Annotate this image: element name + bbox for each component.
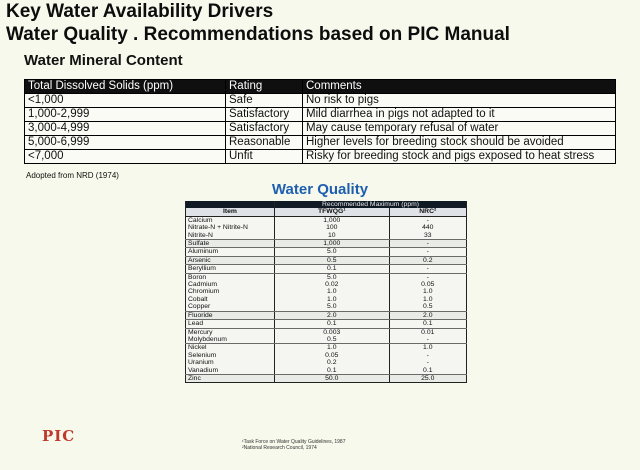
wq-item: Vanadium [186,367,275,375]
tds-cell: 3,000-4,999 [25,122,226,136]
wq-nrc-value: 0.2 [389,256,466,264]
wq-footnote-2: ²National Research Council, 1974 [242,445,317,451]
rating-cell: Safe [226,94,303,108]
wq-tfwqg-value: 0.02 [275,281,390,288]
rating-cell: Satisfactory [226,108,303,122]
wq-nrc-value: 25.0 [389,374,466,382]
wq-item: Molybdenum [186,336,275,344]
table-row [186,224,467,231]
wq-tfwqg-value: 0.1 [275,367,390,375]
wq-tfwqg-value: 100 [275,224,390,231]
wq-tfwqg-value: 1.0 [275,296,390,303]
wq-tfwqg-value: 5.0 [275,248,390,256]
wq-item: Lead [186,320,275,328]
wq-item: Chromium [186,288,275,295]
table-row [25,122,616,136]
wq-header-item: Item [186,208,275,216]
rating-cell: Unfit [226,150,303,164]
wq-nrc-value: 33 [389,232,466,240]
wq-tfwqg-value: 1,000 [275,240,390,248]
table-row [186,216,467,224]
table-row [186,303,467,311]
wq-tfwqg-value: 1,000 [275,216,390,224]
wq-item: Cobalt [186,296,275,303]
wq-item: Selenium [186,352,275,359]
table-row [25,150,616,164]
table-row [186,232,467,240]
pic-logo: PIC [42,427,76,445]
wq-nrc-value: 1.0 [389,296,466,303]
wq-tfwqg-value: 0.2 [275,359,390,366]
wq-tfwqg-value: 0.5 [275,336,390,344]
slide-title-line2: Water Quality . Recommendations based on PIC Manual [6,24,510,45]
table-row [186,281,467,288]
wq-item: Beryllium [186,265,275,273]
wq-tfwqg-value: 50.0 [275,374,390,382]
wq-nrc-value: 0.05 [389,281,466,288]
water-quality-title: Water Quality [271,181,369,198]
table-row [186,352,467,359]
rating-cell: Reasonable [226,136,303,150]
wq-item: Aluminum [186,248,275,256]
wq-nrc-value: 440 [389,224,466,231]
table-row [186,256,467,264]
tds-cell: <7,000 [25,150,226,164]
wq-nrc-value: 0.1 [389,367,466,375]
wq-tfwqg-value: 2.0 [275,311,390,319]
comment-cell: Risky for breeding stock and pigs exposed to heat stress [303,150,616,164]
slide-title [6,0,510,46]
wq-tfwqg-value: 0.003 [275,328,390,336]
wq-group-header: Recommended Maximum (ppm) [275,201,467,208]
table-row [186,336,467,344]
wq-nrc-value: - [389,352,466,359]
wq-item: Nitrite-N [186,232,275,240]
wq-tfwqg-value: 0.05 [275,352,390,359]
table-row [186,328,467,336]
tds-cell: 1,000-2,999 [25,108,226,122]
wq-nrc-value: 1.0 [389,288,466,295]
wq-header-tfwqg: TFWQG¹ [275,208,390,216]
comment-cell: Mild diarrhea in pigs not adapted to it [303,108,616,122]
table-row [186,311,467,319]
wq-nrc-value: 0.1 [389,320,466,328]
comment-cell: Higher levels for breeding stock should be avoided [303,136,616,150]
table-row [186,248,467,256]
wq-item: Mercury [186,328,275,336]
table-row [186,367,467,375]
wq-item: Calcium [186,216,275,224]
wq-item: Copper [186,303,275,311]
wq-nrc-value: - [389,248,466,256]
wq-nrc-value: 0.5 [389,303,466,311]
wq-nrc-value: - [389,359,466,366]
table-row [186,320,467,328]
wq-nrc-value: 2.0 [389,311,466,319]
wq-header-nrc: NRC² [389,208,466,216]
wq-nrc-value: - [389,265,466,273]
wq-item: Fluoride [186,311,275,319]
wq-tfwqg-value: 0.1 [275,320,390,328]
wq-item: Boron [186,273,275,281]
wq-nrc-value: - [389,240,466,248]
table-row [186,265,467,273]
table-row [25,136,616,150]
table-row [186,344,467,352]
table-row [186,374,467,382]
water-quality-table [185,201,467,383]
wq-tfwqg-value: 10 [275,232,390,240]
wq-item: Cadmium [186,281,275,288]
table-row [186,288,467,295]
table-row [25,108,616,122]
table-row [186,240,467,248]
mineral-content-table [24,79,616,164]
comment-cell: May cause temporary refusal of water [303,122,616,136]
wq-nrc-value: - [389,273,466,281]
slide-title-line1: Key Water Availability Drivers [6,1,274,22]
table-row [25,94,616,108]
wq-item: Nitrate-N + Nitrite-N [186,224,275,231]
header-rating: Rating [226,80,303,94]
wq-group-header-row [186,201,467,208]
mineral-source-note: Adopted from NRD (1974) [26,171,119,180]
mineral-section-title: Water Mineral Content [24,52,183,69]
wq-item: Nickel [186,344,275,352]
wq-tfwqg-value: 0.1 [275,265,390,273]
wq-footnotes [242,439,345,451]
table-row [186,359,467,366]
wq-tfwqg-value: 0.5 [275,256,390,264]
wq-tfwqg-value: 1.0 [275,288,390,295]
wq-nrc-value: - [389,336,466,344]
header-comments: Comments [303,80,616,94]
wq-item: Zinc [186,374,275,382]
mineral-header-row [25,80,616,94]
wq-nrc-value: - [389,216,466,224]
wq-tfwqg-value: 5.0 [275,303,390,311]
wq-nrc-value: 1.0 [389,344,466,352]
tds-cell: <1,000 [25,94,226,108]
rating-cell: Satisfactory [226,122,303,136]
wq-tfwqg-value: 5.0 [275,273,390,281]
wq-item: Arsenic [186,256,275,264]
wq-group-spacer [186,201,275,208]
wq-item: Uranium [186,359,275,366]
table-row [186,296,467,303]
comment-cell: No risk to pigs [303,94,616,108]
wq-tfwqg-value: 1.0 [275,344,390,352]
wq-nrc-value: 0.01 [389,328,466,336]
wq-column-header-row [186,208,467,216]
wq-item: Sulfate [186,240,275,248]
tds-cell: 5,000-6,999 [25,136,226,150]
wq-footnote-1: ¹Task Force on Water Quality Guidelines, 1987 [242,439,346,445]
table-row [186,273,467,281]
header-tds: Total Dissolved Solids (ppm) [25,80,226,94]
